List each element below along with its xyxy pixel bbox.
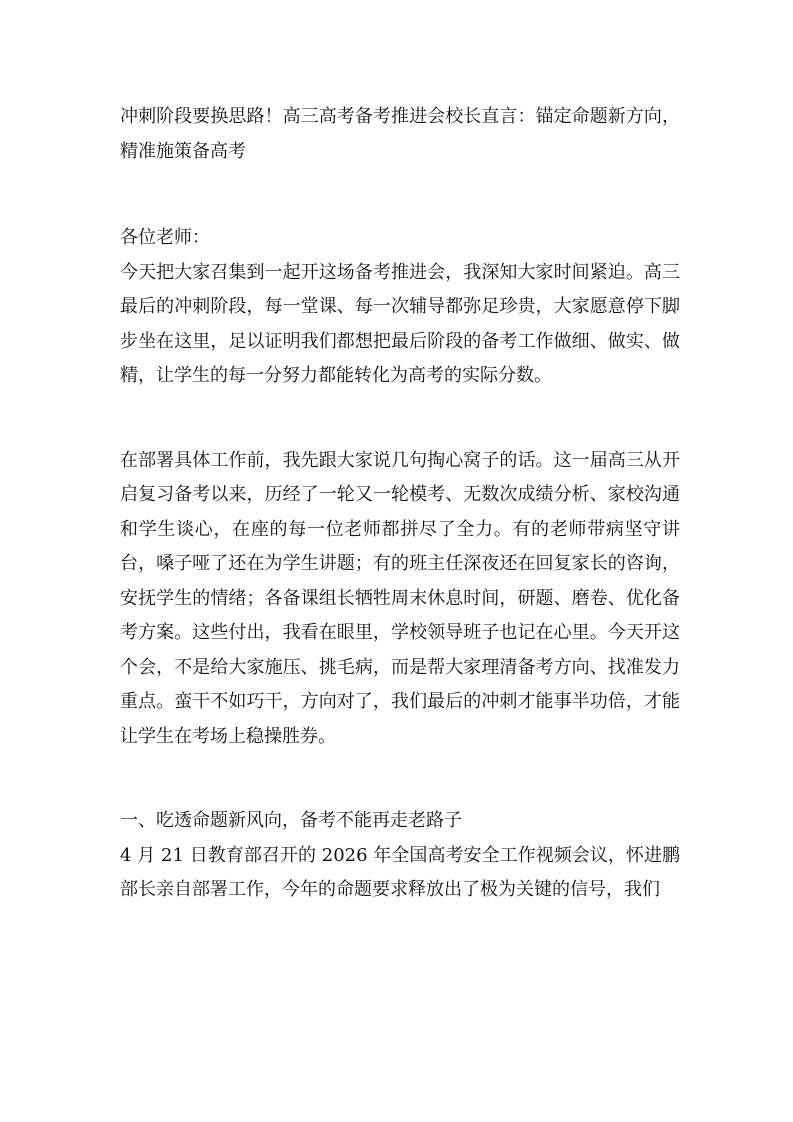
paragraph-1: 今天把大家召集到一起开这场备考推进会，我深知大家时间紧迫。高三最后的冲刺阶段，每一堂课、每一次辅导都弥足珍贵，大家愿意停下脚步坐在这里，足以证明我们都想把最后阶段的备考工作做细、做实、做精，让学生的每一分努力都能转化为高考的实际分数。 [120,261,680,386]
document-body [120,100,680,908]
document-title: 冲刺阶段要换思路！高三高考备考推进会校长直言：锚定命题新方向，精准施策备高考 [120,106,680,162]
salutation: 各位老师： [120,227,210,248]
spacer [120,169,680,221]
paragraph-2: 在部署具体工作前，我先跟大家说几句掏心窝子的话。这一届高三从开启复习备考以来，历经了一轮又一轮模考、无数次成绩分析、家校沟通和学生谈心，在座的每一位老师都拼尽了全力。有的老师带病坚守讲台，嗓子哑了还在为学生讲题；有的班主任深夜还在回复家长的咨询，安抚学生的情绪；各备课组长牺牲周末休息时间，研题、磨卷、优化备考方案。这些付出，我看在眼里，学校领导班子也记在心里。今天开这个会，不是给大家施压、挑毛病，而是帮大家理清备考方向、找准发力重点。蛮干不如巧干，方向对了，我们最后的冲刺才能事半功倍，才能让学生在考场上稳操胜券。 [120,449,680,747]
section-1-paragraph: 4 月 21 日教育部召开的 2026 年全国高考安全工作视频会议，怀进鹏部长亲自部署工作，今年的命题要求释放出了极为关键的信号，我们 [120,844,680,900]
spacer [120,394,680,444]
spacer [120,754,680,804]
section-heading-1: 一、吃透命题新风向，备考不能再走老路子 [120,810,462,831]
